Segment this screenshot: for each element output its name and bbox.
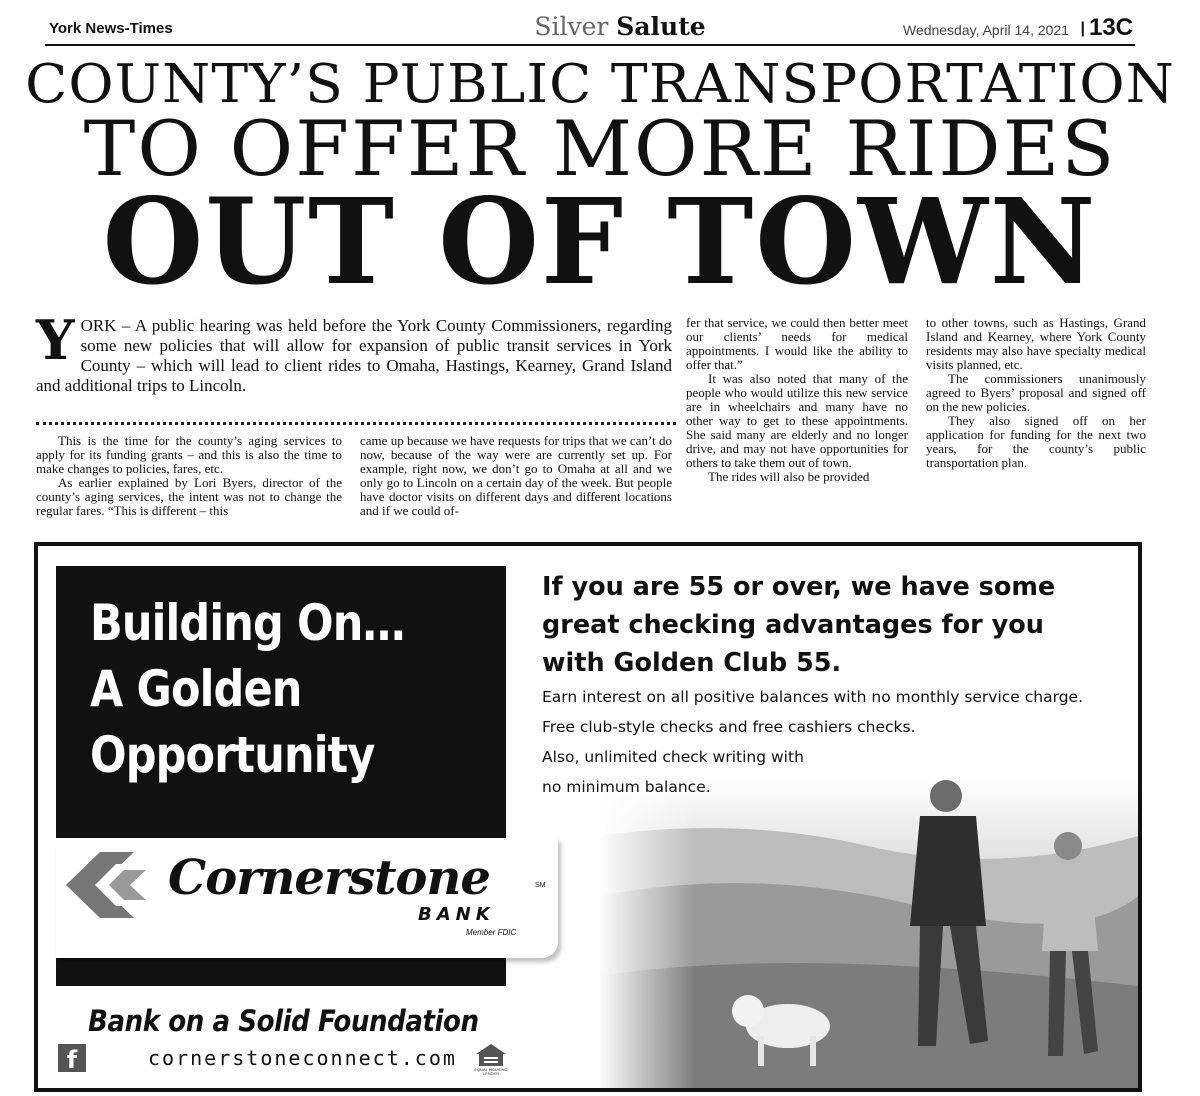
equal-housing-lender-icon [472, 1042, 510, 1076]
promo-line-3: Opportunity [90, 726, 375, 784]
section-title-bold: Salute [616, 12, 706, 41]
ad-body-line-1: Earn interest on all positive balances with no monthly service charge. [542, 688, 1084, 706]
paragraph: This is the time for the county’s aging services to apply for its funding grants – and this is also the time to make changes to policies, fares, etc. [36, 433, 342, 476]
ad-body-line-3: Also, unlimited check writing with [542, 748, 804, 766]
promo-black-box [56, 566, 506, 836]
headline-line-3: OUT OF TOWN [102, 172, 1098, 311]
brand-bank: BANK [418, 904, 495, 925]
ad-tagline: Bank on a Solid Foundation [88, 1004, 479, 1038]
lede-text: ORK – A public hearing was held before the York County Commissioners, regarding some new policies that will allow for expansion of public transit services in York County – which will lead to client rides to Omaha, Hastings, Kearney, Grand Island and additional trips to Lincoln. [36, 316, 672, 395]
cornerstone-chevron-logo-icon [64, 850, 164, 920]
cornerstone-logo-card [56, 838, 558, 958]
drop-cap: Y [36, 308, 75, 372]
bank-website-link[interactable]: cornerstoneconnect.com [148, 1046, 457, 1070]
promo-line-1: Building On… [90, 594, 405, 652]
ehl-text-line-1: EQUAL HOUSING [474, 1067, 508, 1072]
ad-body-line-4: no minimum balance. [542, 778, 711, 796]
facebook-icon[interactable]: f [58, 1044, 86, 1072]
section-title [500, 12, 740, 41]
paragraph: They also signed off on her application for funding for the next two years, for the county’s public transportation plan. [926, 413, 1146, 470]
page-number: 13C [1088, 14, 1133, 41]
article-column-1 [36, 434, 342, 518]
brand-name: Cornerstone [168, 850, 490, 906]
paragraph: The rides will also be provided [708, 469, 870, 484]
headline-line-2: TO OFFER MORE RIDES [83, 104, 1117, 193]
article-column-4 [926, 316, 1146, 470]
section-title-light: Silver [534, 12, 609, 41]
paragraph: fer that service, we could then better meet our clients’ needs for medical appointments. I would like the ability to offer that.” [686, 315, 908, 372]
promo-line-2: A Golden [90, 660, 302, 718]
ad-body-line-2: Free club-style checks and free cashiers checks. [542, 718, 916, 736]
paragraph: came up because we have requests for trips that we can’t do now, because of the way were are currently set up. For example, right now, we don’t go to Omaha at all and we only go to Lincoln on a certain day of the week. But people have doctor visits on different days and different locations and if we could of- [360, 433, 672, 518]
member-fdic: Member FDIC [466, 928, 517, 937]
dotted-divider [36, 422, 676, 425]
service-mark: SM [535, 882, 546, 889]
bank-advertisement [34, 542, 1142, 1092]
article-column-2 [360, 434, 672, 518]
publication-name: York News-Times [49, 20, 173, 37]
paragraph: As earlier explained by Lori Byers, director of the county’s aging services, the intent was not to change the regular fares. “This is different – this [36, 475, 342, 518]
ad-headline [542, 568, 1132, 682]
ad-headline-line-2: great checking advantages for you [542, 610, 1044, 640]
article-column-3 [686, 316, 908, 484]
couple-walking-dog-photo [598, 776, 1138, 1088]
headline-line-1: COUNTY’S PUBLIC TRANSPORTATION [25, 54, 1175, 115]
issue-date: Wednesday, April 14, 2021 [902, 22, 1069, 38]
page-header [45, 10, 1135, 46]
ad-headline-line-1: If you are 55 or over, we have some [542, 572, 1056, 602]
ad-headline-line-3: with Golden Club 55. [542, 648, 842, 678]
article-lede [36, 308, 672, 396]
paragraph: The commissioners unanimously agreed to Byers’ proposal and signed off on the new policies. [926, 371, 1146, 414]
header-separator: | [1080, 20, 1085, 37]
ehl-text-line-2: LENDER [482, 1071, 500, 1076]
paragraph: to other towns, such as Hastings, Grand Island and Kearney, where York County residents may also have specialty medical visits planned, etc. [926, 315, 1146, 372]
paragraph: It was also noted that many of the people who would utilize this new service are in wheelchairs and many have no other way to get to these appointments. She said many are elderly and no longer drive, and may not have opportunities for others to take them out of town. [686, 371, 908, 470]
